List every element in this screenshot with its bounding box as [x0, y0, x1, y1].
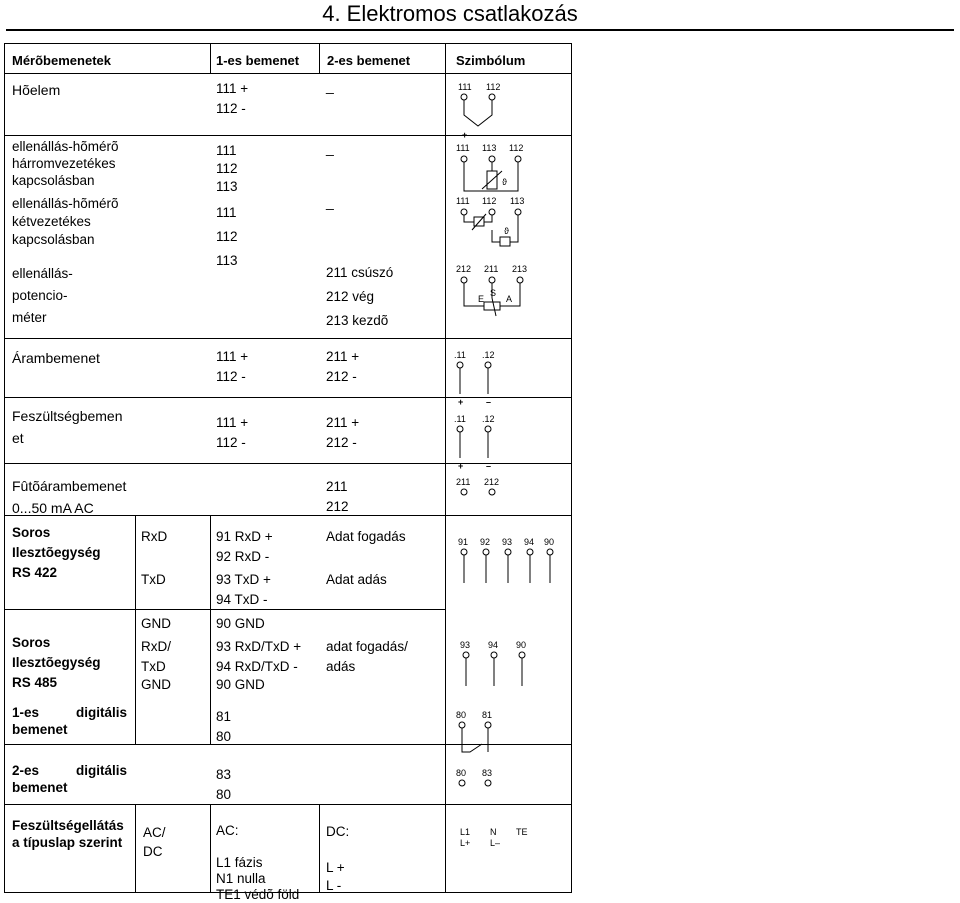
- svg-text:N: N: [490, 827, 497, 837]
- row-label-digital-2-a: 2-es: [12, 763, 40, 778]
- rs422-signal-gnd: GND: [141, 616, 171, 631]
- svg-text:+: +: [458, 461, 464, 471]
- rtd-3wire-input-1: 111 112 113: [216, 143, 238, 194]
- svg-text:112: 112: [509, 143, 524, 153]
- header-symbol: Szimbólum: [456, 53, 526, 68]
- supply-dc: DC: L + L -: [326, 824, 350, 893]
- svg-text:TE: TE: [516, 827, 528, 837]
- svg-text:113: 113: [510, 196, 525, 206]
- current-input-1: 111 + 112 -: [216, 349, 249, 384]
- potentiometer-symbol: [456, 262, 546, 327]
- col-rule-supply-a: [135, 804, 136, 893]
- col-rule-header-a: [210, 43, 211, 73]
- svg-text:L1: L1: [460, 827, 471, 837]
- voltage-input-2: 211 + 212 -: [326, 415, 360, 450]
- svg-text:L+: L+: [460, 838, 471, 848]
- svg-text:93: 93: [460, 640, 471, 650]
- row-label-rtd-2wire: ellenállás-hõmérõ kétvezetékes kapcsolásban: [12, 196, 119, 247]
- supply-ac: AC: L1 fázis N1 nulla TE1 védõ föld: [216, 823, 300, 902]
- row-label-potentiometer: ellenállás- potencio- méter: [12, 266, 73, 325]
- svg-text:212: 212: [456, 264, 472, 274]
- row-label-digital-1-a: 1-es: [12, 705, 40, 720]
- svg-text:212: 212: [484, 477, 500, 487]
- svg-text:93: 93: [502, 537, 513, 547]
- svg-text:90: 90: [544, 537, 555, 547]
- row-label-heating-current: Fûtõárambemenet 0...50 mA AC: [12, 478, 127, 516]
- row-rule: [4, 338, 572, 339]
- supply-type: AC/ DC: [143, 825, 166, 859]
- voltage-input-1: 111 + 112 -: [216, 415, 249, 450]
- voltage-input-symbol: [452, 412, 512, 477]
- svg-text:91: 91: [458, 537, 469, 547]
- svg-text:–: –: [488, 130, 494, 140]
- svg-text:80: 80: [456, 768, 467, 778]
- svg-text:211: 211: [484, 264, 499, 274]
- col-rule-rs-b: [210, 515, 211, 744]
- header-input-1: 1-es bemenet: [216, 53, 300, 68]
- row-rule: [4, 804, 572, 805]
- svg-text:94: 94: [488, 640, 499, 650]
- table-border-left: [4, 43, 5, 893]
- rs485-symbol: [458, 638, 548, 693]
- rs422-pins-txd: 93 TxD + 94 TxD -: [216, 572, 271, 607]
- current-input-2: 211 + 212 -: [326, 349, 360, 384]
- thermocouple-input-1: 111 + 112 -: [216, 81, 249, 116]
- digital-2-pins: 83 80: [216, 767, 232, 802]
- row-label-voltage-input: Feszültségbemen et: [12, 408, 123, 446]
- svg-text:L–: L–: [490, 838, 501, 848]
- svg-text:94: 94: [524, 537, 535, 547]
- rs422-signal-rxd: RxD: [141, 529, 168, 544]
- rs422-desc-rxd: Adat fogadás: [326, 529, 406, 544]
- rs485-signal-gnd: GND: [141, 677, 171, 692]
- svg-text:.11: .11: [454, 350, 466, 360]
- col-rule-supply-c: [319, 804, 320, 893]
- table-border-top: [4, 43, 572, 44]
- svg-text:ϑ: ϑ: [504, 226, 509, 236]
- rs485-pins-rxtx: 93 RxD/TxD + 94 RxD/TxD -: [216, 639, 302, 674]
- supply-symbol: [460, 826, 550, 871]
- col-rule-rs-a: [135, 515, 136, 744]
- row-label-thermocouple: Hõelem: [12, 82, 61, 98]
- rs422-symbol: [456, 535, 566, 590]
- row-label-digital-1-b: digitális: [76, 705, 128, 720]
- svg-text:111: 111: [456, 196, 470, 206]
- digital-1-pins: 81 80: [216, 709, 232, 744]
- rs485-pins-gnd: 90 GND: [216, 677, 265, 692]
- thermocouple-symbol: [450, 80, 540, 145]
- svg-text:+: +: [462, 130, 468, 140]
- rs422-signal-txd: TxD: [141, 572, 166, 587]
- svg-text:111: 111: [456, 143, 470, 153]
- svg-text:E: E: [478, 294, 485, 304]
- svg-text:ϑ: ϑ: [502, 177, 507, 187]
- current-input-symbol: [452, 348, 512, 413]
- header-rule: [4, 73, 572, 74]
- svg-text:111: 111: [458, 82, 472, 92]
- potentiometer-input-2: 211 csúszó 212 vég 213 kezdõ: [326, 265, 394, 328]
- row-label-rtd-3wire: ellenállás-hõmérõ hárromvezetékes kapcsolásban: [12, 139, 119, 188]
- row-label-digital-1-c: bemenet: [12, 722, 68, 737]
- svg-text:113: 113: [482, 143, 497, 153]
- svg-text:A: A: [506, 294, 513, 304]
- svg-text:80: 80: [456, 710, 467, 720]
- page-heading: 4. Elektromos csatlakozás: [322, 1, 578, 26]
- row-label-rs422: Soros Ilesztõegység RS 422: [12, 525, 101, 580]
- row-label-digital-2-b: digitális: [76, 763, 128, 778]
- svg-text:92: 92: [480, 537, 491, 547]
- digital-1-symbol: [456, 708, 516, 763]
- header-input-2: 2-es bemenet: [327, 53, 411, 68]
- rs485-signal-rxtx: RxD/ TxD: [141, 639, 171, 674]
- rtd-3wire-input-2: _: [326, 140, 334, 156]
- svg-text:–: –: [486, 461, 492, 471]
- rtd-2wire-symbol: [452, 194, 542, 259]
- svg-text:.12: .12: [482, 350, 495, 360]
- row-label-rs485: Soros Ilesztõegység RS 485: [12, 635, 101, 690]
- svg-text:211: 211: [456, 477, 471, 487]
- heading-rule: [6, 29, 954, 31]
- svg-text:112: 112: [482, 196, 497, 206]
- digital-2-symbol: [456, 766, 516, 801]
- rs422-desc-txd: Adat adás: [326, 572, 387, 587]
- table-border-right: [571, 43, 572, 893]
- svg-text:83: 83: [482, 768, 493, 778]
- rs422-pins-rxd: 91 RxD + 92 RxD -: [216, 529, 273, 564]
- svg-text:112: 112: [486, 82, 501, 92]
- rs422-pins-gnd: 90 GND: [216, 616, 265, 631]
- svg-text:–: –: [486, 397, 492, 407]
- row-label-current-input: Árambemenet: [12, 350, 100, 366]
- rtd-2wire-input-2: _: [326, 194, 334, 210]
- heating-current-symbol: [456, 475, 516, 510]
- svg-text:S: S: [490, 288, 497, 298]
- svg-text:+: +: [458, 397, 464, 407]
- svg-text:90: 90: [516, 640, 527, 650]
- rs485-desc-rxtx: adat fogadás/ adás: [326, 639, 408, 674]
- svg-text:.11: .11: [454, 414, 466, 424]
- heating-current-input-2: 211 212: [326, 479, 349, 514]
- svg-text:.12: .12: [482, 414, 495, 424]
- row-label-supply: Feszültségellátás a típuslap szerint: [12, 818, 124, 850]
- rtd-2wire-input-1: 111 112 113: [216, 205, 238, 268]
- svg-text:81: 81: [482, 710, 493, 720]
- svg-text:213: 213: [512, 264, 528, 274]
- header-inputs: Mérõbemenetek: [12, 53, 111, 68]
- col-rule-supply-b: [210, 804, 211, 893]
- row-label-digital-2-c: bemenet: [12, 780, 68, 795]
- col-rule-header-b: [319, 43, 320, 73]
- thermocouple-input-2: _: [326, 78, 334, 94]
- col-rule-symbol: [445, 43, 446, 893]
